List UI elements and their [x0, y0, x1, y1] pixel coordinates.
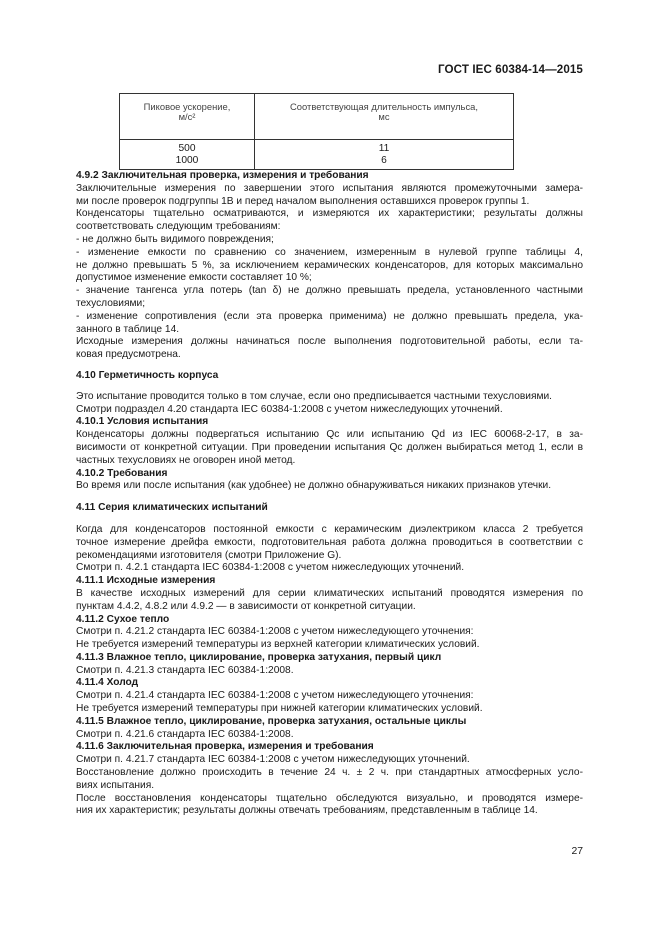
table-header-row — [120, 94, 514, 140]
text-line: соответствовать следующим требованиям: — [76, 221, 281, 233]
duration-cell — [255, 140, 514, 170]
section-4-9-2-title: 4.9.2 Заключительная проверка, измерения и требования — [76, 170, 369, 181]
text-line: - изменение емкости по сравнению со значением, измеренным в нулевой группе таблицы 4, — [76, 246, 583, 258]
cell-value: 6 — [381, 154, 387, 166]
text-line: ния их характеристик; результаты должны отвечать требованиям, представленным в таблице 14. — [76, 805, 538, 817]
section-4-11-1-title: 4.11.1 Исходные измерения — [76, 575, 216, 587]
cell-value: 500 — [178, 143, 196, 154]
text-line: - значение тангенса угла потерь (tan δ) не должно превышать предела, установленного частными — [76, 285, 583, 297]
section-4-11-title: 4.11 Серия климатических испытаний — [76, 502, 268, 514]
text-line: виях испытания. — [76, 779, 155, 791]
spacer — [76, 493, 583, 502]
text-line: пунктам 4.4.2, 4.8.2 или 4.9.2 — в зависимости от конкретной ситуации. — [76, 600, 416, 612]
text-line: Это испытание проводится только в том случае, если оно предписывается частными техусловиями. — [76, 390, 552, 402]
document-body — [76, 170, 583, 818]
text-line: Смотри п. 4.21.2 стандарта IEC 60384-1:2008 с учетом нижеследующего уточнения: — [76, 626, 474, 638]
text-line: частных техусловиях не оговорен иной метод. — [76, 454, 296, 466]
section-4-11-3-title: 4.11.3 Влажное тепло, циклирование, проверка затухания, первый цикл — [76, 651, 442, 663]
spacer — [76, 383, 583, 391]
text-line: рекомендациями изготовителя (смотри Приложение G). — [76, 549, 342, 561]
header-line: мс — [378, 111, 390, 123]
text-line: не должно превышать 5 %, за исключением керамических конденсаторов, для которых максимально — [76, 259, 583, 271]
text-line: Во время или после испытания (как удобнее) не должно обнаруживаться никаких признаков утечки. — [76, 480, 552, 492]
document-id-header: ГОСТ IEC 60384-14—2015 — [438, 63, 583, 76]
section-4-11-4-title: 4.11.4 Холод — [76, 677, 139, 689]
section-4-10-2-title: 4.10.2 Требования — [76, 467, 168, 479]
header-line: Соответствующая длительность импульса, — [290, 101, 478, 112]
text-line: Смотри п. 4.21.7 стандарта IEC 60384-1:2008 с учетом нижеследующих уточнений. — [76, 754, 470, 766]
text-line: После восстановления конденсаторы тщательно обследуются визуально, и проводятся измере- — [76, 792, 583, 804]
table-row — [120, 140, 514, 170]
text-line: Не требуется измерений температуры при нижней категории климатических условий. — [76, 703, 483, 715]
shock-parameters-table — [119, 93, 514, 170]
text-line: ковая предусмотрена. — [76, 349, 181, 361]
text-line: допустимое изменение емкости составляет 10 %; — [76, 272, 312, 284]
text-line: Смотри п. 4.21.4 стандарта IEC 60384-1:2008 с учетом нижеследующего уточнения: — [76, 690, 474, 702]
text-line: Не требуется измерений температуры из верхней категории климатических условий. — [76, 639, 480, 651]
text-line: Конденсаторы должны подвергаться испытанию Qc или испытанию Qd из IEC 60068-2-17, в за- — [76, 429, 583, 441]
text-line: Конденсаторы тщательно осматриваются, и измеряются их характеристики; результаты должны — [76, 208, 583, 220]
text-line: Исходные измерения должны начинаться после выполнения подготовительной работы, если та- — [76, 336, 583, 348]
text-line: висимости от конкретной ситуации. При проведении испытания Qc должен выбираться метод 1, если в — [76, 441, 583, 453]
section-4-11-5-title: 4.11.5 Влажное тепло, циклирование, проверка затухания, остальные циклы — [76, 715, 467, 727]
section-4-11-6-title: 4.11.6 Заключительная проверка, измерения и требования — [76, 741, 374, 753]
cell-value: 1000 — [175, 154, 199, 166]
cell-value: 11 — [378, 143, 390, 154]
header-line: Пиковое ускорение, — [143, 101, 231, 112]
text-line: точное измерение дрейфа емкости, подготовительная работа должна проводиться в соответствии с — [76, 536, 583, 548]
accel-cell — [120, 140, 255, 170]
text-line: - изменение сопротивления (если эта проверка применима) не должно превышать предела, ука- — [76, 310, 583, 322]
text-line: В качестве исходных измерений для серии климатических испытаний проводятся измерения по — [76, 587, 583, 599]
text-line: Заключительные измерения по завершении этого испытания являются промежуточными замера- — [76, 182, 583, 194]
text-line: ми после проверок подгруппы 1В и перед началом выполнения оставшихся проверок группы 1. — [76, 195, 530, 207]
header-line: м/с² — [178, 111, 196, 123]
text-line: Смотри п. 4.2.1 стандарта IEC 60384-1:2008 с учетом нижеследующих уточнений. — [76, 562, 465, 574]
section-4-11-2-title: 4.11.2 Сухое тепло — [76, 613, 170, 625]
text-line: Восстановление должно происходить в течение 24 ч. ± 2 ч. при стандартных атмосферных усло- — [76, 767, 583, 779]
text-line: Смотри п. 4.21.6 стандарта IEC 60384-1:2008. — [76, 728, 294, 740]
spacer — [76, 362, 583, 370]
text-line: Смотри п. 4.21.3 стандарта IEC 60384-1:2008. — [76, 664, 294, 676]
spacer — [76, 515, 583, 524]
text-line: Когда для конденсаторов постоянной емкости с керамическим диэлектриком класса 2 требуется — [76, 523, 583, 535]
text-line: Смотри подраздел 4.20 стандарта IEC 60384-1:2008 с учетом нижеследующих уточнений. — [76, 403, 503, 415]
header-peak-acceleration — [120, 94, 255, 140]
text-line: - не должно быть видимого повреждения; — [76, 233, 274, 245]
text-line: занного в таблице 14. — [76, 323, 180, 335]
text-line: техусловиями; — [76, 297, 146, 309]
page-number: 27 — [571, 846, 583, 857]
section-4-10-1-title: 4.10.1 Условия испытания — [76, 416, 209, 428]
section-4-10-title: 4.10 Герметичность корпуса — [76, 369, 219, 381]
header-pulse-duration — [255, 94, 514, 140]
